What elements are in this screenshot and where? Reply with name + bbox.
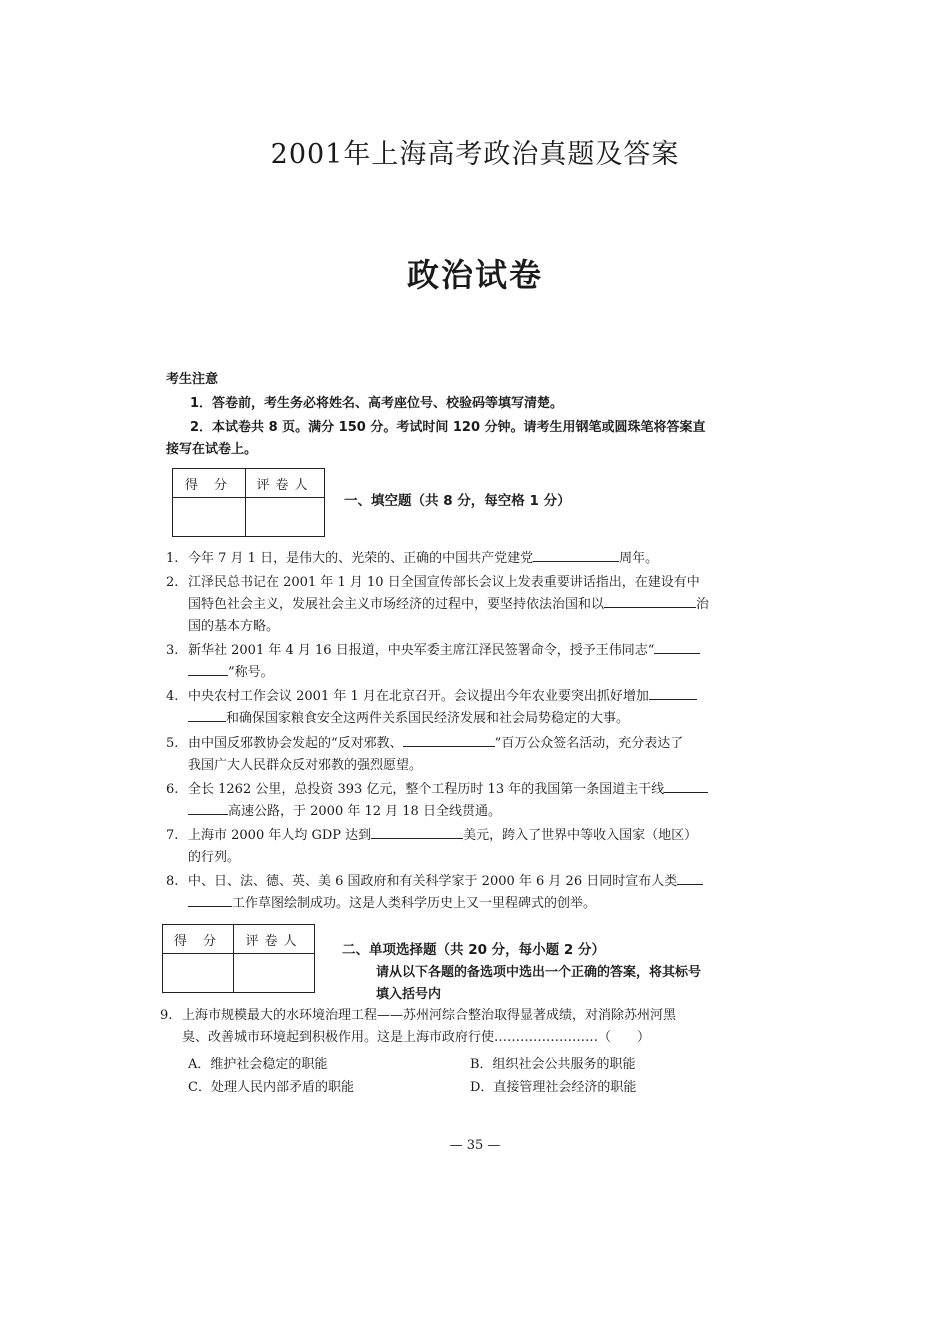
grader-cell[interactable] [234, 954, 315, 993]
question-7: 7. 上海市 2000 年人均 GDP 达到 美元，跨入了世界中等收入国家（地区） 的行列。 [166, 825, 786, 869]
answer-blank[interactable] [677, 872, 703, 885]
score-cell[interactable] [173, 498, 246, 537]
section-2-heading: 二、单项选择题（共 20 分，每小题 2 分） [342, 942, 605, 958]
answer-blank[interactable] [649, 687, 697, 700]
answer-blank-continued[interactable] [188, 709, 226, 722]
grader-cell[interactable] [246, 498, 325, 537]
score-table-2 [162, 924, 315, 993]
question-1: 1. 今年 7 月 1 日，是伟大的、光荣的、正确的中国共产党建党 周年。 [166, 548, 786, 570]
question-number: 5. [166, 736, 179, 751]
document-title: 2001年上海高考政治真题及答案 [270, 139, 680, 170]
question-9: 9. 上海市规模最大的水环境治理工程——苏州河综合整治取得显著成绩，对消除苏州河黑 臭、改善城市环境起到积极作用。这是上海市政府行使……………………（ ） [160, 1005, 790, 1049]
answer-blank[interactable] [654, 641, 700, 654]
answer-blank-continued[interactable] [188, 663, 228, 676]
answer-blank[interactable] [371, 826, 463, 839]
question-5: 5. 由中国反邪教协会发起的“反对邪教、 ”百万公众签名活动，充分表达了 我国广大人民群众反对邪教的强烈愿望。 [166, 733, 786, 777]
answer-blank[interactable] [664, 780, 708, 793]
answer-blank-continued[interactable] [188, 894, 232, 907]
section-2-instruction: 请从以下各题的备选项中选出一个正确的答案，将其标号 [376, 965, 702, 980]
grader-header: 评卷人 [246, 469, 325, 498]
question-number: 7. [166, 828, 179, 843]
question-number: 1. [166, 551, 179, 566]
answer-blank[interactable] [533, 549, 619, 562]
question-number: 8. [166, 874, 179, 889]
notice-item-2: 2．本试卷共 8 页。满分 150 分。考试时间 120 分钟。请考生用钢笔或圆珠笔将答案直 [190, 420, 706, 435]
question-number: 3. [166, 643, 179, 658]
score-header: 得 分 [163, 925, 234, 954]
paper-title: 政治试卷 [406, 256, 543, 294]
question-8: 8. 中、日、法、德、英、美 6 国政府和有关科学家于 2000 年 6 月 26 日同时宣布人类 工作草图绘制成功。这是人类科学历史上又一里程碑式的创举。 [166, 871, 786, 915]
score-table-1 [172, 468, 325, 537]
grader-header: 评卷人 [234, 925, 315, 954]
option-b[interactable]: B．组织社会公共服务的职能 [470, 1057, 636, 1072]
section-2-instruction-wrap: 填入括号内 [376, 987, 442, 1002]
question-number: 2. [166, 575, 179, 590]
question-3: 3. 新华社 2001 年 4 月 16 日报道，中央军委主席江泽民签署命令，授予王伟同志“ ”称号。 [166, 640, 786, 684]
question-number: 9. [160, 1008, 173, 1023]
score-header: 得 分 [173, 469, 246, 498]
question-number: 6. [166, 782, 179, 797]
question-6: 6. 全长 1262 公里，总投资 393 亿元，整个工程历时 13 年的我国第一条国道主干线 高速公路，于 2000 年 12 月 18 日全线贯通。 [166, 779, 786, 823]
question-4: 4. 中央农村工作会议 2001 年 1 月在北京召开。会议提出今年农业要突出抓好增加 和确保国家粮食安全这两件关系国民经济发展和社会局势稳定的大事。 [166, 686, 786, 730]
answer-blank[interactable] [403, 734, 495, 747]
score-cell[interactable] [163, 954, 234, 993]
answer-blank[interactable] [604, 595, 696, 608]
question-number: 4. [166, 689, 179, 704]
question-2: 2. 江泽民总书记在 2001 年 1 月 10 日全国宣传部长会议上发表重要讲话指出，在建设有中 国特色社会主义，发展社会主义市场经济的过程中，要坚持依法治国和以 治 国的基本方略。 [166, 572, 786, 638]
page-number: — 35 — [449, 1138, 501, 1153]
answer-blank-continued[interactable] [188, 802, 228, 815]
option-c[interactable]: C．处理人民内部矛盾的职能 [188, 1080, 354, 1095]
option-a[interactable]: A．维护社会稳定的职能 [188, 1057, 328, 1072]
option-d[interactable]: D．直接管理社会经济的职能 [470, 1080, 637, 1095]
notice-item-2-wrap: 接写在试卷上。 [166, 442, 258, 457]
notice-heading: 考生注意 [166, 372, 219, 387]
section-1-heading: 一、填空题（共 8 分，每空格 1 分） [344, 493, 571, 509]
notice-item-1: 1．答卷前，考生务必将姓名、高考座位号、校验码等填写清楚。 [190, 396, 564, 411]
